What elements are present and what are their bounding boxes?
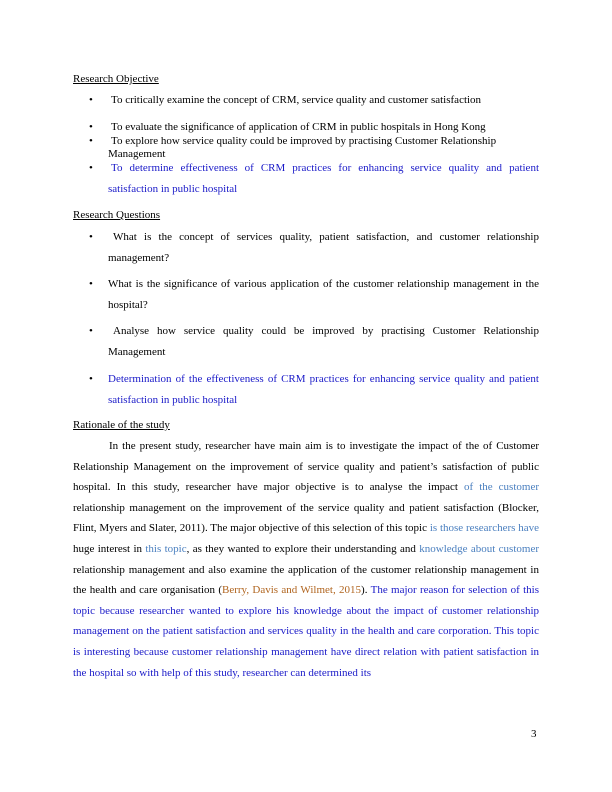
bullet-icon: • — [89, 135, 93, 147]
rationale-text: huge interest in — [73, 542, 146, 555]
rationale-text: relationship management and also examine the application of the customer relationship management in the health and care organisation ( — [73, 563, 539, 597]
bullet-icon: • — [89, 231, 93, 243]
objective-item: To critically examine the concept of CRM, service quality and customer satisfaction — [111, 94, 482, 106]
questions-heading: Research Questions — [73, 209, 161, 221]
rationale-text-lightblue: is those researchers have — [429, 522, 540, 535]
objective-item-highlight: To determine effectiveness of CRM practices for enhancing service quality and patient satisfaction in public hospital — [108, 162, 539, 195]
question-item: What is the significance of various application of the customer relationship management in the hospital? — [108, 278, 539, 311]
rationale-paragraph — [73, 436, 539, 683]
rationale-text: , as they wanted to explore their understanding and — [186, 542, 420, 555]
question-item: Analyse how service quality could be improved by practising Customer Relationship Management — [108, 325, 539, 358]
bullet-icon: • — [89, 325, 93, 337]
page-number: 3 — [531, 728, 537, 740]
rationale-text: In the present study, researcher have main aim is to investigate the impact of the of Customer Relationship Management on the improvement of service quality and patient’s satisfaction of public hospital. In this study, researcher have major objective is to analyse the impact — [73, 440, 539, 494]
bullet-icon: • — [89, 373, 93, 385]
rationale-text-blue: The major reason for selection of this topic because researcher wanted to explore his knowledge about the impact of customer relationship management on the patient satisfaction and services quality in the health and care corporation. This topic is interesting because customer relationship management have direct relation with patient satisfaction in the hospital so with help of this study, researcher can determined its — [73, 584, 540, 679]
bullet-icon: • — [89, 162, 93, 174]
bullet-icon: • — [89, 94, 93, 106]
objective-item: To explore how service quality could be improved by practising Customer Relationship Management — [108, 135, 497, 160]
citation-text: Berry, Davis and Wilmet, 2015 — [222, 584, 362, 597]
objective-item: To evaluate the significance of application of CRM in public hospitals in Hong Kong — [111, 121, 486, 133]
question-item: What is the concept of services quality, patient satisfaction, and customer relationship management? — [108, 231, 539, 264]
rationale-text: ). — [361, 584, 371, 597]
rationale-text-lightblue: knowledge about customer — [419, 542, 539, 555]
rationale-text-lightblue: of the customer — [464, 481, 539, 494]
rationale-heading: Rationale of the study — [73, 419, 170, 431]
rationale-text: relationship management on the improvement of the service quality and patient satisfaction (Blocker, Flint, Myers and Slater, 2011). The major objective of this selection of this topic — [73, 501, 539, 535]
question-item-highlight: Determination of the effectiveness of CRM practices for enhancing service quality and patient satisfaction in public hospital — [108, 373, 539, 406]
bullet-icon: • — [89, 121, 93, 133]
bullet-icon: • — [89, 278, 93, 290]
rationale-text-lightblue: this topic — [145, 542, 187, 555]
objectives-heading: Research Objective — [73, 73, 159, 85]
